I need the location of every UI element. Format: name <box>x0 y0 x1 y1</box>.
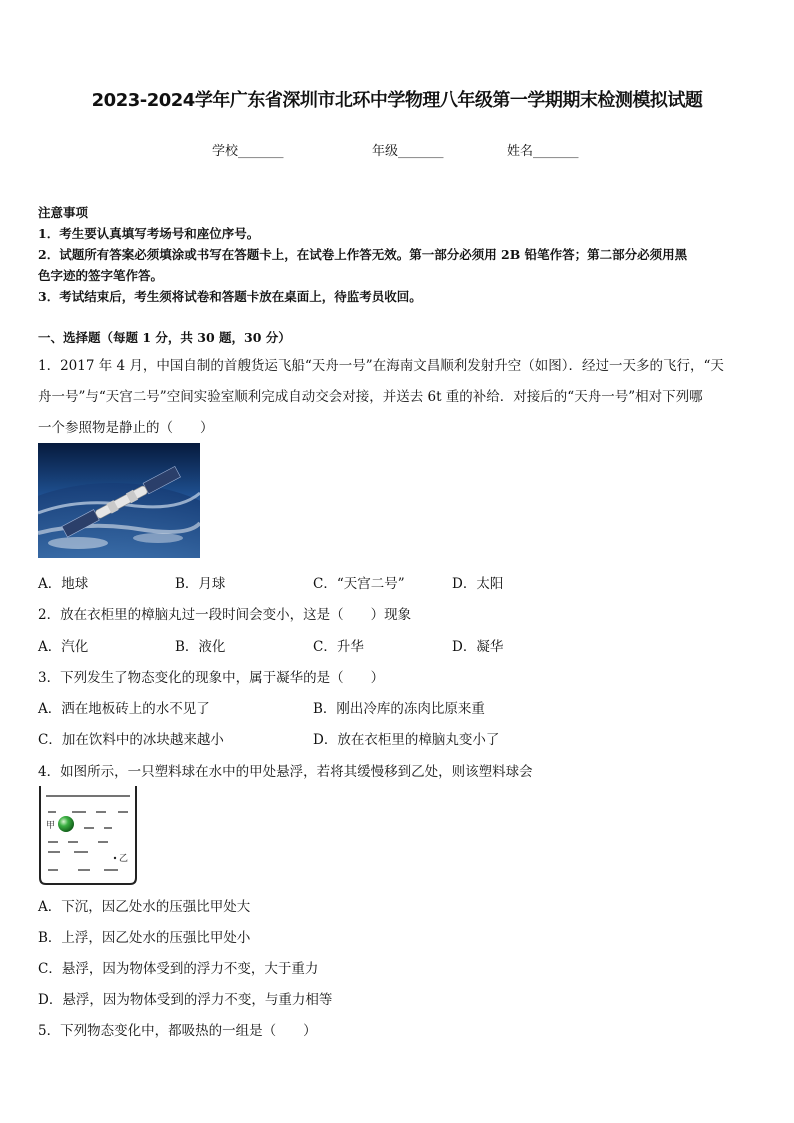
q3-option-b[interactable]: B．刚出冷库的冻肉比原来重 <box>313 701 485 717</box>
water-container-figure <box>38 786 138 886</box>
q1-option-b[interactable]: B．月球 <box>175 576 226 592</box>
q3-option-c[interactable]: C．加在饮料中的冰块越来越小 <box>38 732 224 748</box>
q2-option-b[interactable]: B．液化 <box>175 639 226 655</box>
q5-stem: 5．下列物态变化中，都吸热的一组是（ ） <box>38 1023 317 1039</box>
name-field[interactable]: 姓名_______ <box>507 144 579 159</box>
school-field[interactable]: 学校_______ <box>212 144 284 159</box>
q1-option-a[interactable]: A．地球 <box>38 576 89 592</box>
q2-stem: 2．放在衣柜里的樟脑丸过一段时间会变小，这是（ ）现象 <box>38 607 412 623</box>
q1-option-d[interactable]: D．太阳 <box>452 576 504 592</box>
q1-stem-line: 1．2017 年 4 月，中国自制的首艘货运飞船“天舟一号”在海南文昌顺利发射升空（如图）．经过一天多的飞行，“天 <box>38 358 724 374</box>
q4-option-d[interactable]: D．悬浮，因为物体受到的浮力不变，与重力相等 <box>38 992 333 1008</box>
note-line: 2．试题所有答案必须填涂或书写在答题卡上，在试卷上作答无效。第一部分必须用 2B 铅笔作答；第二部分必须用黑 <box>38 247 688 262</box>
q1-stem-line: 舟一号”与“天宫二号”空间实验室顺利完成自动交会对接，并送去 6t 重的补给．对接后的“天舟一号”相对下列哪 <box>38 389 703 405</box>
label-jia: 甲 <box>46 821 56 831</box>
spacecraft-image <box>38 443 200 558</box>
q2-option-c[interactable]: C．升华 <box>313 639 364 655</box>
q4-option-a[interactable]: A．下沉，因乙处水的压强比甲处大 <box>38 899 251 915</box>
note-line: 色字迹的签字笔作答。 <box>38 268 164 283</box>
grade-field[interactable]: 年级_______ <box>372 144 444 159</box>
q4-option-b[interactable]: B．上浮，因乙处水的压强比甲处小 <box>38 930 251 946</box>
q1-option-c[interactable]: C．“天宫二号” <box>313 576 405 592</box>
q1-stem-line: 一个参照物是静止的（ ） <box>38 420 214 436</box>
q3-stem: 3．下列发生了物态变化的现象中，属于凝华的是（ ） <box>38 670 385 686</box>
notes-heading: 注意事项 <box>38 205 89 220</box>
q3-option-a[interactable]: A．洒在地板砖上的水不见了 <box>38 701 210 717</box>
q4-option-c[interactable]: C．悬浮，因为物体受到的浮力不变，大于重力 <box>38 961 319 977</box>
q2-option-a[interactable]: A．汽化 <box>38 639 89 655</box>
q4-stem: 4．如图所示，一只塑料球在水中的甲处悬浮，若将其缓慢移到乙处，则该塑料球会 <box>38 764 533 780</box>
label-yi: 乙 <box>119 854 129 864</box>
q2-option-d[interactable]: D．凝华 <box>452 639 504 655</box>
page-title: 2023-2024学年广东省深圳市北环中学物理八年级第一学期期末检测模拟试题 <box>91 90 703 111</box>
section-title: 一、选择题（每题 1 分，共 30 题，30 分） <box>38 330 291 345</box>
note-line: 1．考生要认真填写考场号和座位序号。 <box>38 226 260 241</box>
q3-option-d[interactable]: D．放在衣柜里的樟脑丸变小了 <box>313 732 500 748</box>
note-line: 3．考试结束后，考生须将试卷和答题卡放在桌面上，待监考员收回。 <box>38 289 422 304</box>
